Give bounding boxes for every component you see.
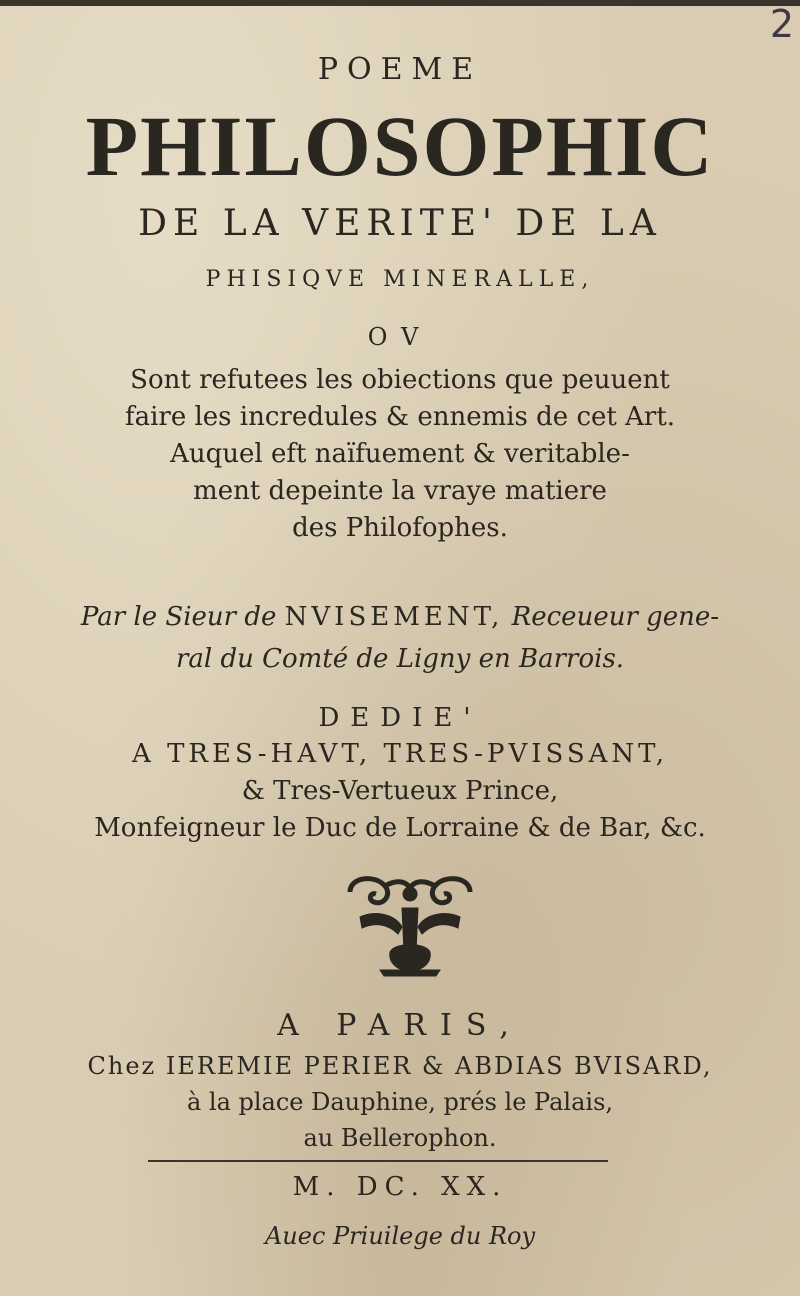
imprint-city: A PARIS, (277, 1008, 523, 1043)
title-poeme: POEME (317, 52, 483, 87)
dedication-line: A TRES-HAVT, TRES-PVISSANT, (132, 739, 668, 769)
dedication-heading: DEDIE' (318, 703, 482, 733)
title-de-la-verite: DE LA VERITE' DE LA (138, 203, 662, 244)
publication-date: M. DC. XX. (292, 1172, 508, 1202)
description-line: Auquel eft naïfuement & veritable- (170, 439, 630, 469)
imprint-block (0, 1048, 800, 1156)
description-block (0, 362, 800, 547)
dedication-line: & Tres-Vertueux Prince, (241, 776, 559, 806)
printer-ornament-icon (340, 872, 480, 980)
corner-mark: 2 (769, 2, 794, 46)
author-block (0, 596, 800, 680)
title-ou: OV (367, 323, 433, 351)
imprint-line: Chez IEREMIE PERIER & ABDIAS BVISARD, (87, 1052, 713, 1080)
divider-rule (148, 1160, 608, 1162)
description-line: Sont refutees les obiections que peuuent (130, 365, 670, 395)
description-line: faire les incredules & ennemis de cet Art. (124, 402, 676, 432)
description-line: ment depeinte la vraye matiere (193, 476, 607, 506)
dedication-block (0, 736, 800, 847)
author-title: Receueur gene- (511, 602, 720, 632)
dedication-line: Monfeigneur le Duc de Lorraine & de Bar, &c. (94, 813, 706, 843)
imprint-line: à la place Dauphine, prés le Palais, (186, 1088, 614, 1116)
top-edge (0, 0, 800, 6)
royal-privilege: Auec Priuilege du Roy (264, 1222, 536, 1250)
author-name: NVISEMENT, (284, 602, 504, 632)
author-title-cont: ral du Comté de Ligny en Barrois. (175, 644, 625, 674)
description-line: des Philofophes. (292, 513, 508, 543)
author-prefix: Par le Sieur de (80, 602, 277, 632)
title-philosophic: PHILOSOPHIC (85, 98, 715, 194)
title-phisique-mineralle: PHISIQVE MINERALLE, (205, 267, 595, 292)
imprint-line: au Bellerophon. (303, 1124, 497, 1152)
